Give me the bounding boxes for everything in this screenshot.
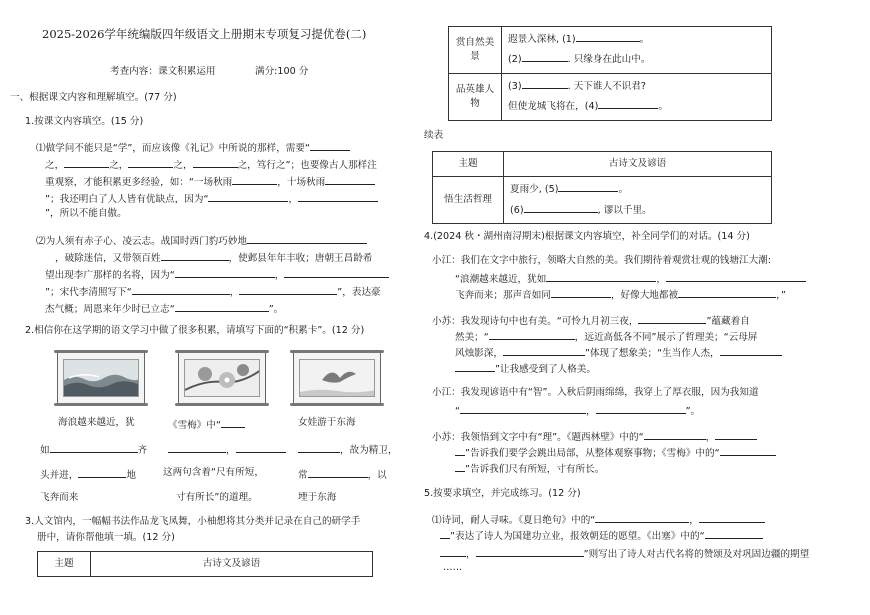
blank[interactable]	[699, 512, 765, 523]
blank[interactable]	[524, 202, 598, 213]
blank[interactable]	[175, 301, 269, 312]
q1-p1-line2	[45, 157, 377, 172]
blank[interactable]	[78, 467, 126, 478]
q3-line1: 3.人文馆内，一幅幅书法作品龙飞凤舞，小柚想将其分类并记录在自己的研学手	[25, 516, 361, 527]
table-row	[449, 74, 772, 121]
blank[interactable]	[232, 174, 277, 185]
blank[interactable]	[325, 174, 375, 185]
poem-line	[508, 30, 765, 50]
table-header-poems: 古诗文及谚语	[504, 152, 772, 177]
q1-heading: 1.按课文内容填空。(15 分)	[25, 116, 144, 127]
text: ，以	[367, 470, 387, 481]
text: 。	[639, 33, 650, 45]
plum-blossom-icon	[185, 360, 260, 397]
q4-jiang1-line2	[455, 271, 806, 286]
continued-label: 续表	[424, 130, 444, 141]
blank[interactable]	[460, 403, 586, 414]
poem-cell	[504, 177, 772, 224]
theme-table-2	[432, 151, 772, 224]
text: (3)	[508, 80, 522, 92]
page-title: 2025-2026学年统编版四年级语文上册期末专项复习提优卷(二)	[42, 27, 367, 41]
blank[interactable]	[455, 461, 465, 472]
text: ，	[585, 406, 596, 417]
blank[interactable]	[522, 78, 568, 89]
card1-line3	[40, 467, 136, 482]
blank[interactable]	[720, 345, 782, 356]
poem-line	[508, 97, 765, 117]
exam-content: 考查内容：课文积累运用	[110, 66, 216, 77]
poem-line	[508, 50, 765, 70]
text: 齐	[137, 445, 148, 456]
text: ，远近高低各不同”展示了哲理美；“云母屏	[574, 332, 758, 343]
text: ，	[466, 549, 476, 560]
card3-line3	[298, 467, 387, 482]
q1-p1-line3	[45, 174, 375, 189]
q3-line2: 册中，请你帮他填一填。(12 分)	[37, 532, 175, 543]
q4-su1-line4	[455, 361, 596, 376]
bird-icon	[300, 360, 375, 397]
blank[interactable]	[638, 313, 706, 324]
text: 之，	[45, 160, 65, 171]
blank[interactable]	[503, 345, 585, 356]
text: 但使龙城飞将在，(4)	[508, 101, 599, 112]
text: ”。	[268, 304, 284, 315]
text: 遐景入深林, (1)	[508, 33, 576, 45]
q5-line1	[432, 512, 765, 527]
text: 然美；“	[455, 332, 489, 343]
blank[interactable]	[644, 429, 706, 440]
poem-line	[510, 179, 765, 200]
q3-table	[37, 551, 373, 577]
blank[interactable]	[720, 445, 776, 456]
plum-illustration	[184, 359, 260, 397]
text: ”；我还明白了人人皆有优缺点，因为“	[45, 194, 209, 205]
exam-score: 满分:100 分	[255, 66, 309, 77]
q4-su1-line2	[455, 329, 757, 344]
text: 风烛影深，	[455, 348, 503, 359]
card-image-tide	[57, 352, 145, 404]
theme-cell: 赏自然美景	[449, 27, 502, 74]
table-row	[449, 27, 772, 74]
text: 。	[658, 101, 668, 112]
q4-jiang1-line3	[455, 287, 786, 302]
text: ”告诉我们尺有所短，寸有所长。	[465, 464, 605, 475]
blank[interactable]	[546, 271, 656, 282]
text: ，好像大地都被	[610, 290, 679, 301]
blank[interactable]	[175, 267, 275, 278]
blank[interactable]	[64, 157, 109, 168]
q4-su2-line2	[455, 445, 776, 460]
q5-line4: ……	[443, 562, 463, 573]
blank[interactable]	[298, 442, 340, 453]
blank[interactable]	[489, 329, 575, 340]
text: ，”	[776, 290, 786, 301]
blank[interactable]	[551, 287, 611, 298]
blank[interactable]	[247, 233, 367, 244]
text: “浪潮越来越近，犹如	[455, 274, 547, 285]
q1-p2-line1	[36, 233, 367, 248]
blank[interactable]	[522, 51, 568, 62]
theme-cell: 悟生活哲理	[433, 177, 504, 224]
text: ，	[656, 274, 666, 285]
section1-heading: 一、根据课文内容和理解填空。(77 分)	[10, 92, 177, 103]
text: 飞奔而来；那声音如同	[455, 290, 551, 301]
text: 如	[40, 445, 50, 456]
card2-line4: 寸有所长”的道理。	[176, 492, 258, 503]
q1-p2-line4	[45, 284, 381, 299]
spacer	[45, 251, 55, 261]
text: 小苏：我发现诗句中也有美。“可怜九月初三夜，	[432, 316, 639, 327]
poem-cell	[502, 74, 772, 121]
tide-icon	[64, 360, 139, 397]
q4-su2-line1	[432, 429, 757, 444]
text: ，	[288, 194, 299, 205]
card-image-bird	[293, 352, 381, 404]
q1-p2-line5	[45, 301, 283, 316]
blank[interactable]	[310, 140, 350, 151]
scroll-rod	[54, 350, 148, 353]
blank[interactable]	[128, 157, 173, 168]
blank[interactable]	[298, 191, 378, 202]
scroll-rod	[290, 350, 384, 353]
table-row	[433, 177, 772, 224]
q5-line3	[440, 546, 809, 561]
text: 重观察，才能积累更多经验，如：“一场秋雨	[45, 177, 233, 188]
blank[interactable]	[598, 98, 658, 109]
text: (6)	[510, 205, 524, 217]
blank[interactable]	[168, 442, 226, 453]
table-row	[433, 152, 772, 177]
blank[interactable]	[284, 267, 389, 278]
text: 望出现李广那样的名将，因为“	[45, 270, 175, 281]
q4-jiang2-line2	[455, 403, 700, 418]
text: 头并进，	[40, 470, 79, 481]
text: 。	[618, 184, 629, 195]
text: 杰气概；周恩来年少时已立志“	[45, 304, 175, 315]
blank[interactable]	[476, 546, 584, 557]
text: 之，	[109, 160, 129, 171]
blank[interactable]	[50, 442, 138, 453]
scroll-rod	[175, 403, 269, 406]
text: 小苏：我领悟到文字中有“理”。《题西林壁》中的“	[432, 432, 644, 443]
text: . 天下谁人不识君?	[567, 80, 646, 92]
blank[interactable]	[132, 284, 230, 295]
card2-line2	[168, 442, 286, 457]
blank[interactable]	[705, 528, 763, 539]
q1-p2-line2	[45, 250, 372, 265]
text: ，破除迷信，又带领百姓	[55, 253, 161, 264]
q1-p1-line4	[45, 191, 378, 206]
q1-p1-line5: ”，所以不能自傲。	[45, 208, 127, 219]
text: (2)	[508, 54, 522, 65]
card2-line3: 这两句含着“尺有所短，	[163, 467, 264, 478]
text: 《雪梅》中“	[168, 420, 221, 431]
poem-cell	[502, 27, 772, 74]
blank[interactable]	[576, 31, 640, 42]
text: 夏雨少, (5)	[510, 184, 559, 195]
text: 之，	[173, 160, 193, 171]
table-row	[38, 552, 373, 577]
card3-line2	[298, 442, 398, 457]
q4-jiang2-line1: 小江：我发现谚语中有“智”。入秋后阴雨绵绵，我穿上了厚衣服，因为我知道	[432, 387, 759, 398]
text: ⑴做学问不能只是“学”，而应该像《礼记》中所说的那样，需要“	[36, 143, 310, 154]
card3-line1: 女娃游于东海	[298, 417, 356, 428]
card1-line2	[40, 442, 147, 457]
poem-line	[510, 200, 765, 221]
card-image-plum	[178, 352, 266, 404]
q5-line2	[440, 528, 763, 543]
blank[interactable]	[221, 417, 245, 428]
blank[interactable]	[715, 429, 757, 440]
text: ，使邺县年年丰收；唐朝王昌龄希	[228, 253, 373, 264]
q1-p2-line3	[45, 267, 389, 282]
q5-heading: 5.按要求填空，并完成练习。(12 分)	[424, 488, 581, 499]
table-header-theme: 主题	[38, 552, 91, 577]
blank[interactable]	[193, 157, 238, 168]
bird-illustration	[299, 359, 375, 397]
table-header-poems: 古诗文及谚语	[91, 552, 373, 577]
q4-jiang1-line1: 小江：我们在文字中旅行，领略大自然的美。我们期待着观赏壮观的钱塘江大潮:	[432, 255, 772, 266]
text: 之，笃行之”；也要像古人那样注	[237, 160, 377, 171]
blank[interactable]	[666, 271, 806, 282]
text: ，	[705, 432, 716, 443]
blank[interactable]	[455, 361, 495, 372]
text: , 谬以千里。	[597, 205, 652, 217]
text: ⑵为人须有赤子心、凌云志。战国时西门豹巧妙地	[36, 236, 248, 247]
text: ”则写出了诗人对古代名将的赞颂及对巩固边疆的期望	[583, 549, 810, 560]
blank[interactable]	[678, 287, 776, 298]
text: ，故为精卫，	[340, 445, 398, 456]
text: ”让我感受到了人格美。	[495, 364, 596, 375]
text: “	[455, 406, 460, 417]
blank[interactable]	[236, 442, 286, 453]
blank[interactable]	[440, 546, 466, 557]
text: ”。	[685, 406, 701, 417]
text: ，	[689, 515, 699, 526]
scroll-rod	[175, 350, 269, 353]
card2-line1	[168, 417, 245, 432]
tide-illustration	[63, 359, 139, 397]
text: ”；宋代李清照写下“	[45, 287, 132, 298]
text: ，	[229, 287, 240, 298]
text: 常	[298, 470, 308, 481]
q4-su1-line3	[455, 345, 782, 360]
theme-table-1	[448, 26, 772, 121]
blank[interactable]	[239, 284, 337, 295]
card1-line1: 海浪越来越近，犹	[58, 417, 135, 428]
text: . 只缘身在此山中。	[567, 54, 651, 65]
q1-p1-line1	[36, 140, 350, 155]
q2-heading: 2.相信你在这学期的语文学习中做了很多积累，请填写下面的“积累卡”。(12 分)	[25, 325, 365, 336]
text: ”告诉我们要学会跳出局部，从整体观察事物；《雪梅》中的“	[465, 448, 720, 459]
card3-line4: 堙于东海	[298, 492, 337, 503]
blank[interactable]	[161, 250, 229, 261]
blank[interactable]	[558, 181, 618, 192]
poem-line	[508, 77, 765, 97]
text: ，	[274, 270, 285, 281]
text: 地	[126, 470, 136, 481]
q4-su1-line1	[432, 313, 750, 328]
scroll-rod	[54, 403, 148, 406]
blank[interactable]	[595, 512, 689, 523]
theme-cell: 品英雄人物	[449, 74, 502, 121]
text: ”体现了想象美；“生当作人杰，	[584, 348, 720, 359]
blank[interactable]	[455, 445, 465, 456]
blank[interactable]	[208, 191, 288, 202]
card1-line4: 飞奔而来	[40, 492, 79, 503]
text: ，十场秋雨	[277, 177, 326, 188]
text: ”表达了诗人为国建功立业，报效朝廷的愿望。《出塞》中的“	[450, 531, 705, 542]
q4-su2-line3	[455, 461, 604, 476]
table-header-theme: 主题	[433, 152, 504, 177]
text: ⑴诗词，耐人寻味。《夏日绝句》中的“	[432, 515, 596, 526]
q4-heading: 4.(2024 秋・湖州南浔期末)根据课文内容填空，补全同学们的对话。(14 分)	[424, 231, 750, 242]
text: ”，表达豪	[337, 287, 381, 298]
blank[interactable]	[308, 467, 368, 478]
blank[interactable]	[440, 528, 450, 539]
text: ，	[226, 445, 236, 456]
scroll-rod	[290, 403, 384, 406]
blank[interactable]	[596, 403, 686, 414]
text: ”蕴藏着自	[706, 316, 750, 327]
